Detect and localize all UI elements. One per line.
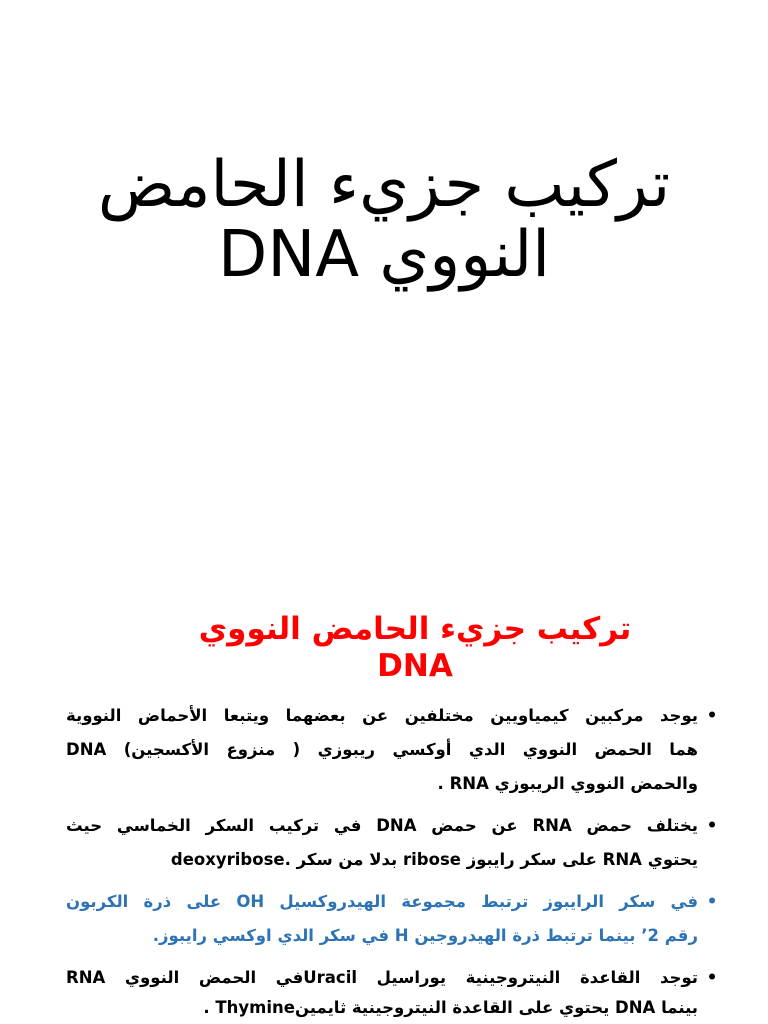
bullet-text	[66, 699, 698, 801]
bullet-line: توجد القاعدة النيتروجينية يوراسيل Uracilفي الحمض النووي RNA	[66, 968, 698, 987]
bullet-line: رقم 2’ بينما ترتبط ذرة الهيدروجين H في سكر الدي اوكسي رايبوز.	[152, 926, 698, 945]
bullet-line: هما الحمض النووي الدي أوكسي ريبوزي ( منزوع الأكسجين) DNA	[66, 740, 698, 759]
bullet-item	[66, 699, 726, 801]
cover-title-line: النووي DNA	[218, 218, 550, 292]
bullet-marker: •	[706, 706, 718, 726]
bullet-text	[66, 809, 698, 877]
bullet-line: في سكر الرايبوز ترتبط مجموعة الهيدروكسيل OH على ذرة الكربون	[66, 892, 699, 911]
cover-title-line: تركيب جزيء الحامض	[97, 148, 671, 222]
content-title	[80, 611, 750, 685]
bullet-item	[66, 961, 726, 1021]
bullet-line: يوجد مركبين كيمياويين مختلفين عن بعضهما ويتبعا الأحماض النووية	[66, 706, 698, 725]
bullet-item	[66, 809, 726, 877]
content-title-line: تركيب جزيء الحامض النووي	[198, 611, 632, 647]
bullet-marker: •	[706, 892, 718, 912]
bullet-text	[66, 885, 698, 953]
content-title-line: DNA	[377, 648, 453, 684]
content-slide	[0, 560, 768, 1024]
bullet-marker: •	[706, 968, 718, 988]
bullet-line: بينما DNA يحتوي على القاعدة النيتروجينية ثايمينThymine .	[203, 998, 698, 1017]
bullet-line: يختلف حمض RNA عن حمض DNA في تركيب السكر الخماسي حيث	[66, 816, 698, 835]
bullet-line: يحتوي RNA على سكر رايبوز ribose بدلا من سكر .deoxyribose	[170, 850, 698, 869]
bullet-list	[66, 699, 726, 1021]
bullet-line: والحمض النووي الريبوزي RNA .	[437, 774, 698, 793]
cover-title	[24, 150, 744, 290]
bullet-item-highlighted	[66, 885, 726, 953]
bullet-marker: •	[706, 816, 718, 836]
bullet-text	[66, 961, 698, 1021]
